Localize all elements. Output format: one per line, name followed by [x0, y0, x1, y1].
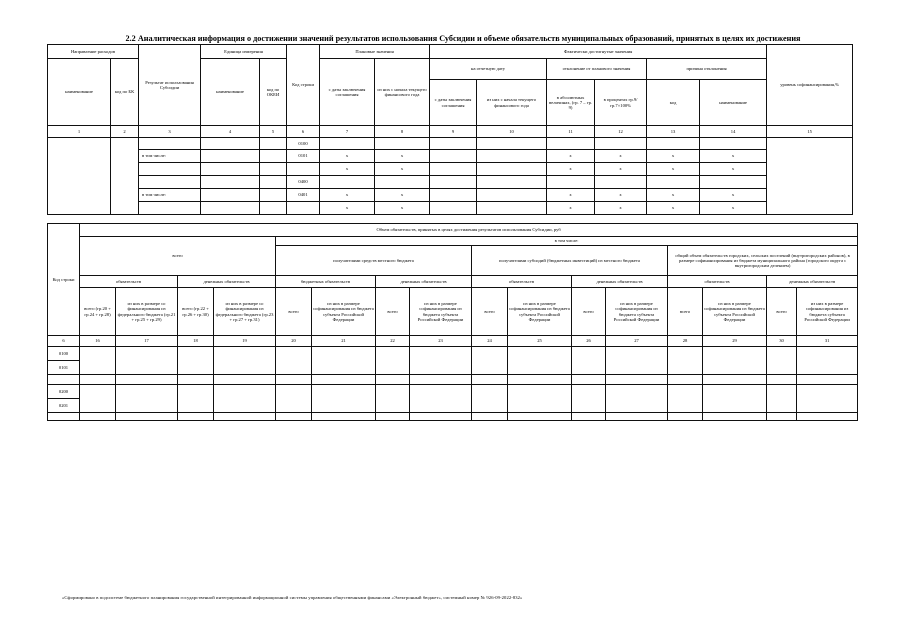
value-cell: [547, 138, 595, 150]
column-number: 23: [410, 336, 472, 347]
value-cell: [477, 138, 547, 150]
value-cell: [80, 375, 116, 385]
value-cell: [276, 347, 312, 375]
header-col18: всего (гр.22 + гр.26 + гр.30): [178, 288, 214, 336]
value-cell: x: [647, 163, 700, 176]
value-cell: [477, 150, 547, 163]
results-table-body: [48, 138, 853, 215]
okei-cell: [260, 163, 287, 176]
header-col16: всего (гр.20 + гр.24 + гр.28): [80, 288, 116, 336]
header-budget-obligations: бюджетных обязательств: [276, 276, 376, 288]
value-cell: [376, 347, 410, 375]
okei-cell: [260, 202, 287, 215]
column-number: 12: [595, 126, 647, 138]
header-report-date: на отчетную дату: [430, 59, 547, 80]
column-number: 19: [214, 336, 276, 347]
header-plan-values: Плановые значения: [320, 45, 430, 59]
header-name: наименование: [48, 59, 111, 126]
value-cell: [572, 413, 606, 421]
column-number: 7: [320, 126, 375, 138]
bk-code-cell: [111, 138, 139, 215]
value-cell: [472, 413, 508, 421]
value-cell: [797, 375, 858, 385]
column-number: 30: [767, 336, 797, 347]
value-cell: x: [320, 202, 375, 215]
table-row: [48, 163, 853, 176]
value-cell: [116, 347, 178, 375]
column-number: 5: [260, 126, 287, 138]
value-cell: [410, 413, 472, 421]
value-cell: x: [375, 150, 430, 163]
value-cell: [472, 385, 508, 413]
value-cell: [703, 413, 767, 421]
column-number: 13: [647, 126, 700, 138]
value-cell: [214, 385, 276, 413]
row-code: [48, 375, 80, 385]
column-number: 24: [472, 336, 508, 347]
value-cell: [595, 138, 647, 150]
okei-cell: [260, 138, 287, 150]
value-cell: x: [595, 189, 647, 202]
okei-cell: [260, 150, 287, 163]
row-code: [287, 163, 320, 176]
column-number: 11: [547, 126, 595, 138]
value-cell: [376, 375, 410, 385]
header-including: в том числе:: [276, 237, 858, 246]
value-cell: [668, 347, 703, 375]
value-cell: [797, 385, 858, 413]
header-unit: Единица измерения: [201, 45, 287, 59]
table-row: [48, 413, 858, 421]
value-cell: [410, 347, 472, 375]
value-cell: [572, 385, 606, 413]
column-number: 4: [201, 126, 260, 138]
value-cell: [276, 413, 312, 421]
header-cofinancing-cell: из них в размере софинансирования из бюджета субъекта Российской Федерации: [797, 288, 858, 336]
header-monetary-obligations: денежных обязательств: [572, 276, 668, 288]
header-reason-code: код: [647, 80, 700, 126]
value-cell: [80, 385, 116, 413]
header-fact-values: Фактически достигнутые значения: [430, 45, 767, 59]
unit-cell: [201, 202, 260, 215]
value-cell: [116, 375, 178, 385]
table-row: [48, 150, 853, 163]
header-total-cell: всего: [276, 288, 312, 336]
value-cell: [430, 176, 477, 189]
header-deviation-absolute: в абсолютных величинах, (гр. 7 – гр. 9): [547, 80, 595, 126]
results-table: [47, 44, 853, 215]
header-plan-since-year: из них с начала текущего финансового года: [375, 59, 430, 126]
row-code: 0401: [287, 189, 320, 202]
column-number: 25: [508, 336, 572, 347]
column-number: 8: [375, 126, 430, 138]
header-bk-code: код по БК: [111, 59, 139, 126]
value-cell: x: [375, 202, 430, 215]
unit-cell: [201, 138, 260, 150]
value-cell: x: [547, 189, 595, 202]
value-cell: [572, 375, 606, 385]
header-total-cell: всего: [668, 288, 703, 336]
value-cell: x: [595, 202, 647, 215]
column-number: 26: [572, 336, 606, 347]
value-cell: [375, 138, 430, 150]
value-cell: x: [547, 202, 595, 215]
header-cofinancing-cell: из них в размере софинансирования из бюджета субъекта Российской Федерации: [508, 288, 572, 336]
value-cell: [430, 163, 477, 176]
value-cell: x: [700, 202, 767, 215]
value-cell: [375, 176, 430, 189]
value-cell: [312, 347, 376, 375]
value-cell: [477, 176, 547, 189]
column-number: 29: [703, 336, 767, 347]
obligations-table-body: [48, 347, 858, 421]
value-cell: x: [647, 202, 700, 215]
value-cell: [767, 375, 797, 385]
header-total-cell: всего: [572, 288, 606, 336]
header-fact-since-agreement: с даты заключения соглашения: [430, 80, 477, 126]
table-row: [48, 385, 858, 399]
value-cell: [647, 176, 700, 189]
header-col17: из них в размере со финансирования из федерального бюджета (гр.21 + гр.25 + гр.29): [116, 288, 178, 336]
table-row: [48, 347, 858, 361]
row-code: 0100: [48, 347, 80, 361]
value-cell: x: [320, 163, 375, 176]
header-fact-since-year: из них с начала текущего финансового года: [477, 80, 547, 126]
value-cell: [703, 347, 767, 375]
header-cofinancing-cell: из них в размере софинансирования из бюджета субъекта Российской Федерации: [312, 288, 376, 336]
column-number: 16: [80, 336, 116, 347]
column-number: 6: [287, 126, 320, 138]
row-code: 0101: [287, 150, 320, 163]
value-cell: [320, 138, 375, 150]
value-cell: [214, 413, 276, 421]
value-cell: [472, 375, 508, 385]
header-local-budget-recipients: получателями средств местного бюджета: [276, 246, 472, 276]
cofinancing-cell: [767, 138, 853, 215]
header-total-cell: всего: [376, 288, 410, 336]
document-title: 2.2 Аналитическая информация о достижении значений результатов использования Субсидии и объеме обязательств муниципальных образований, принятых в целях их достижения: [125, 34, 801, 43]
value-cell: [376, 385, 410, 413]
value-cell: x: [700, 189, 767, 202]
row-label: в том числе:: [139, 150, 201, 163]
header-obligations: обязательств: [668, 276, 767, 288]
value-cell: [647, 138, 700, 150]
value-cell: [320, 176, 375, 189]
header-row-code: Код строки: [287, 45, 320, 126]
value-cell: [80, 347, 116, 375]
okei-cell: [260, 176, 287, 189]
header-direction: Направление расходов: [48, 45, 139, 59]
column-number: 17: [116, 336, 178, 347]
column-number: 9: [430, 126, 477, 138]
value-cell: x: [595, 163, 647, 176]
value-cell: x: [647, 150, 700, 163]
value-cell: [410, 385, 472, 413]
row-code: 0400: [287, 176, 320, 189]
table-row: [48, 202, 853, 215]
value-cell: [214, 375, 276, 385]
value-cell: [767, 385, 797, 413]
footer-note: «Сформировано в подсистеме бюджетного планирования государственной интегрированной информационной системы управления общественными финансами «Электронный бюджет», системный номер № 926-09-2022-832»: [62, 595, 523, 600]
header-col19: из них в размере со финансирования из федерального бюджета (гр.23 + гр.27 + гр.31): [214, 288, 276, 336]
value-cell: [508, 375, 572, 385]
row-label: [139, 138, 201, 150]
value-cell: [312, 375, 376, 385]
value-cell: [410, 375, 472, 385]
header-total-cell: всего: [767, 288, 797, 336]
value-cell: x: [547, 150, 595, 163]
value-cell: [214, 347, 276, 375]
column-numbers-row: [48, 126, 853, 138]
header-reason-name: наименование: [700, 80, 767, 126]
value-cell: [430, 150, 477, 163]
unit-cell: [201, 176, 260, 189]
value-cell: [797, 347, 858, 375]
header-obligations-volume: Объем обязательств, принятых в целях достижения результатов использования Субсидии, руб: [80, 224, 858, 237]
table-row: [48, 189, 853, 202]
row-code: 0200: [48, 385, 80, 399]
column-number: 3: [139, 126, 201, 138]
column-number: 6: [48, 336, 80, 347]
column-number: 22: [376, 336, 410, 347]
row-label: [139, 163, 201, 176]
value-cell: [606, 347, 668, 375]
value-cell: [700, 138, 767, 150]
value-cell: x: [595, 150, 647, 163]
value-cell: [508, 385, 572, 413]
obligations-table: [47, 223, 858, 421]
value-cell: x: [547, 163, 595, 176]
value-cell: [178, 347, 214, 375]
header-monetary-obligations: денежных обязательств: [767, 276, 858, 288]
value-cell: [700, 176, 767, 189]
header-cofinancing-cell: из них в размере софинансирования из бюджета субъекта Российской Федерации: [703, 288, 767, 336]
header-result: Результат использования Субсидии: [139, 45, 201, 126]
value-cell: [276, 385, 312, 413]
row-label: [139, 202, 201, 215]
header-obligations: обязательств: [80, 276, 178, 288]
column-number: 15: [767, 126, 853, 138]
header-cofinancing-cell: из них в размере софинансирования из бюджета субъекта Российской Федерации: [410, 288, 472, 336]
value-cell: x: [375, 163, 430, 176]
column-number: 18: [178, 336, 214, 347]
value-cell: [430, 138, 477, 150]
value-cell: [797, 413, 858, 421]
header-plan-since-agreement: с даты заключения соглашения: [320, 59, 375, 126]
row-code: 0100: [287, 138, 320, 150]
value-cell: [606, 385, 668, 413]
value-cell: [508, 413, 572, 421]
value-cell: [508, 347, 572, 375]
column-numbers-row: [48, 336, 858, 347]
value-cell: x: [647, 189, 700, 202]
header-deviation: отклонение от планового значения: [547, 59, 647, 80]
table-row: [48, 138, 853, 150]
row-code: [287, 202, 320, 215]
value-cell: x: [700, 163, 767, 176]
unit-cell: [201, 150, 260, 163]
value-cell: [178, 413, 214, 421]
value-cell: x: [700, 150, 767, 163]
row-code: [48, 413, 80, 421]
value-cell: [312, 413, 376, 421]
header-reason: причина отклонения: [647, 59, 767, 80]
value-cell: [572, 347, 606, 375]
column-number: 1: [48, 126, 111, 138]
value-cell: [276, 375, 312, 385]
value-cell: [477, 163, 547, 176]
column-number: 14: [700, 126, 767, 138]
value-cell: [116, 385, 178, 413]
row-code: 0101: [48, 361, 80, 375]
value-cell: [547, 176, 595, 189]
column-number: 10: [477, 126, 547, 138]
header-unit-name: наименование: [201, 59, 260, 126]
column-number: 2: [111, 126, 139, 138]
row-label: в том числе:: [139, 189, 201, 202]
name-cell: [48, 138, 111, 215]
header-total-cell: всего: [472, 288, 508, 336]
value-cell: [767, 347, 797, 375]
header-monetary-obligations: денежных обязательств: [178, 276, 276, 288]
value-cell: [595, 176, 647, 189]
row-label: [139, 176, 201, 189]
column-number: 28: [668, 336, 703, 347]
header-cofinancing-cell: из них в размере софинансирования из бюджета субъекта Российской Федерации: [606, 288, 668, 336]
value-cell: x: [375, 189, 430, 202]
value-cell: [430, 202, 477, 215]
value-cell: x: [320, 150, 375, 163]
row-code: 0201: [48, 399, 80, 413]
value-cell: [606, 413, 668, 421]
value-cell: [312, 385, 376, 413]
header-total: всего: [80, 237, 276, 276]
value-cell: x: [320, 189, 375, 202]
value-cell: [477, 202, 547, 215]
column-number: 31: [797, 336, 858, 347]
value-cell: [767, 413, 797, 421]
table-row: [48, 176, 853, 189]
header-cofinancing-level: уровень софинансирования,%: [767, 45, 853, 126]
header-okei-code: код по ОКЕИ: [260, 59, 287, 126]
value-cell: [376, 413, 410, 421]
header-settlements-obligations: общий объем обязательств городских, сельских поселений (внутригородских районов), в размере софинансирования из бюджета муниципального района (городского округа с внутригородским делением): [668, 246, 858, 276]
unit-cell: [201, 163, 260, 176]
value-cell: [477, 189, 547, 202]
value-cell: [606, 375, 668, 385]
header-obligations: обязательств: [472, 276, 572, 288]
header-subsidy-recipients: получателями субсидий (бюджетных инвестиций) из местного бюджета: [472, 246, 668, 276]
value-cell: [668, 413, 703, 421]
value-cell: [668, 385, 703, 413]
value-cell: [80, 413, 116, 421]
unit-cell: [201, 189, 260, 202]
value-cell: [116, 413, 178, 421]
column-number: 27: [606, 336, 668, 347]
okei-cell: [260, 189, 287, 202]
header-monetary-obligations: денежных обязательств: [376, 276, 472, 288]
header-row-code: Код строки: [48, 224, 80, 336]
table-row: [48, 375, 858, 385]
value-cell: [668, 375, 703, 385]
value-cell: [178, 375, 214, 385]
value-cell: [178, 385, 214, 413]
column-number: 21: [312, 336, 376, 347]
header-deviation-percent: в процентах гр.9/гр.7×100%: [595, 80, 647, 126]
value-cell: [472, 347, 508, 375]
value-cell: [703, 385, 767, 413]
value-cell: [703, 375, 767, 385]
column-number: 20: [276, 336, 312, 347]
value-cell: [430, 189, 477, 202]
